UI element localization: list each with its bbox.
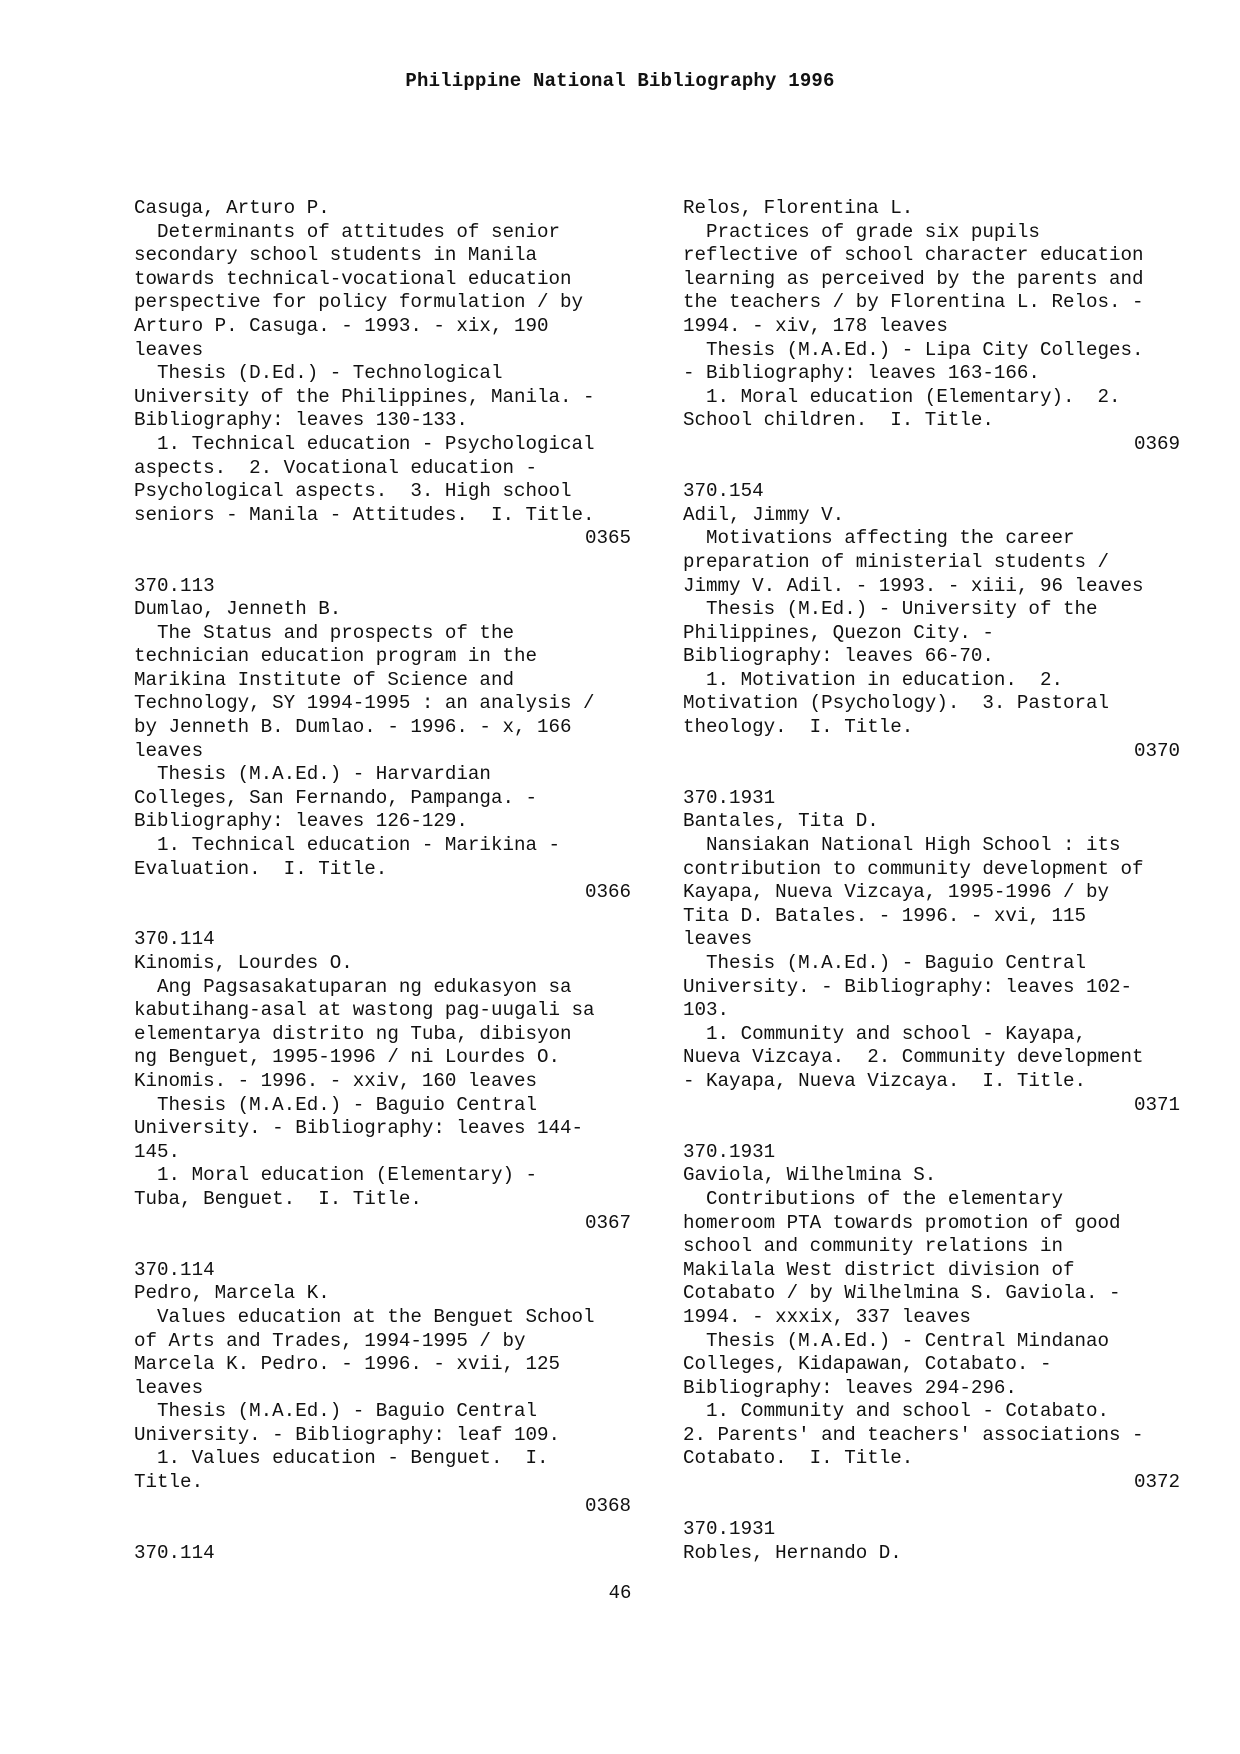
entry-text-line: 1. Values education - Benguet. I.: [134, 1447, 549, 1470]
bibliography-entry: [134, 1542, 654, 1566]
entry-author: Kinomis, Lourdes O.: [134, 952, 353, 974]
entry-text-line: Thesis (M.A.Ed.) - Harvardian: [134, 763, 491, 786]
entry-text-line: Makilala West district division of: [683, 1258, 1075, 1281]
entry-text-line: 1. Moral education (Elementary) -: [134, 1164, 538, 1187]
entry-text-line: leaves: [134, 338, 204, 361]
entry-spacer: [134, 551, 654, 575]
entry-text-line: Bibliography: leaves 66-70.: [683, 645, 994, 668]
entry-text-line: School children. I. Title.: [683, 409, 994, 432]
entry-text-line: aspects. 2. Vocational education -: [134, 456, 538, 479]
entry-number: 0372: [1133, 1471, 1180, 1494]
entry-text-line: 1. Technical education - Psychological: [134, 432, 595, 455]
entry-author: Dumlao, Jenneth B.: [134, 598, 342, 621]
entry-text-line: Tita D. Batales. - 1996. - xvi, 115: [683, 904, 1087, 927]
entry-text-line: Bibliography: leaves 130-133.: [134, 409, 468, 432]
entry-author: Gaviola, Wilhelmina S.: [683, 1164, 937, 1187]
entry-author: Adil, Jimmy V.: [683, 503, 845, 526]
entry-spacer: [683, 457, 1203, 481]
entry-text-line: Thesis (M.A.Ed.) - Baguio Central: [134, 1093, 538, 1116]
entry-text-line: technician education program in the: [134, 645, 538, 668]
entry-number: 0366: [584, 881, 631, 904]
entry-text-line: The Status and prospects of the: [134, 621, 514, 644]
entry-text-line: of Arts and Trades, 1994-1995 / by: [134, 1329, 526, 1352]
entry-text-line: Philippines, Quezon City. -: [683, 621, 994, 644]
entry-text-line: Kayapa, Nueva Vizcaya, 1995-1996 / by: [683, 881, 1110, 904]
entry-number: 0371: [1133, 1093, 1180, 1116]
entry-text-line: Values education at the Benguet School: [134, 1305, 595, 1328]
class-number: 370.1931: [683, 1140, 776, 1163]
entry-spacer: [683, 763, 1203, 787]
entry-text-line: Motivations affecting the career: [683, 527, 1075, 550]
entry-text-line: perspective for policy formulation / by: [134, 291, 584, 314]
entry-author: Casuga, Arturo P.: [134, 197, 330, 219]
entry-text-line: Bibliography: leaves 126-129.: [134, 810, 468, 833]
bibliography-entry: [134, 575, 654, 905]
entry-text-line: 1. Moral education (Elementary). 2.: [683, 385, 1121, 408]
class-number: 370.114: [134, 928, 215, 951]
entry-text-line: Practices of grade six pupils: [683, 220, 1040, 243]
entry-text-line: Thesis (M.A.Ed.) - Baguio Central: [134, 1400, 538, 1423]
entry-text-line: 145.: [134, 1140, 181, 1163]
class-number: 370.113: [134, 574, 215, 597]
entry-text-line: Cotabato. I. Title.: [683, 1447, 914, 1470]
entry-text-line: preparation of ministerial students /: [683, 550, 1110, 573]
entry-text-line: contribution to community development of: [683, 857, 1144, 880]
class-number: 370.1931: [683, 1518, 776, 1541]
entry-number: 0369: [1133, 432, 1180, 455]
entry-text-line: University. - Bibliography: leaves 144-: [134, 1117, 584, 1140]
entry-author: Bantales, Tita D.: [683, 810, 879, 833]
class-number: 370.114: [134, 1541, 215, 1564]
entry-text-line: Motivation (Psychology). 3. Pastoral: [683, 692, 1110, 715]
entry-text-line: Contributions of the elementary: [683, 1187, 1063, 1210]
entry-number: 0368: [584, 1494, 631, 1517]
entry-text-line: 1994. - xxxix, 337 leaves: [683, 1305, 971, 1328]
entry-author: Pedro, Marcela K.: [134, 1282, 330, 1305]
entry-text-line: school and community relations in: [683, 1235, 1063, 1258]
entry-text-line: seniors - Manila - Attitudes. I. Title.: [134, 503, 595, 526]
entry-number: 0370: [1133, 739, 1180, 762]
page-title: Philippine National Bibliography 1996: [405, 70, 835, 92]
entry-text-line: Jimmy V. Adil. - 1993. - xiii, 96 leaves: [683, 574, 1144, 597]
entry-text-line: learning as perceived by the parents and: [683, 267, 1144, 290]
entry-text-line: Technology, SY 1994-1995 : an analysis /: [134, 692, 595, 715]
entry-text-line: Cotabato / by Wilhelmina S. Gaviola. -: [683, 1282, 1121, 1305]
entry-text-line: Thesis (M.A.Ed.) - Central Mindanao: [683, 1329, 1110, 1352]
entry-text-line: Tuba, Benguet. I. Title.: [134, 1187, 422, 1210]
entry-text-line: leaves: [134, 1376, 204, 1399]
entry-text-line: Thesis (M.A.Ed.) - Baguio Central: [683, 952, 1087, 974]
entry-text-line: University. - Bibliography: leaf 109.: [134, 1423, 561, 1446]
bibliography-entry: [683, 1141, 1203, 1495]
entry-text-line: elementarya distrito ng Tuba, dibisyon: [134, 1022, 572, 1045]
bibliography-entry: [683, 197, 1203, 457]
entry-text-line: secondary school students in Manila: [134, 244, 538, 267]
entry-text-line: 1. Technical education - Marikina -: [134, 834, 561, 857]
entry-text-line: kabutihang-asal at wastong pag-uugali sa: [134, 999, 595, 1022]
entry-text-line: Marikina Institute of Science and: [134, 668, 514, 691]
entry-text-line: University. - Bibliography: leaves 102-: [683, 975, 1133, 998]
entry-text-line: Evaluation. I. Title.: [134, 857, 388, 880]
entry-text-line: Kinomis. - 1996. - xxiv, 160 leaves: [134, 1069, 538, 1092]
entry-text-line: Marcela K. Pedro. - 1996. - xvii, 125: [134, 1353, 561, 1376]
entry-text-line: 1994. - xiv, 178 leaves: [683, 314, 948, 337]
entry-text-line: by Jenneth B. Dumlao. - 1996. - x, 166: [134, 716, 572, 739]
entry-text-line: University of the Philippines, Manila. -: [134, 385, 595, 408]
class-number: 370.154: [683, 480, 764, 503]
entry-text-line: leaves: [134, 739, 204, 762]
entry-spacer: [134, 1235, 654, 1259]
bibliography-entry: [683, 787, 1203, 1117]
entry-number: 0367: [584, 1211, 631, 1234]
entry-text-line: Nansiakan National High School : its: [683, 834, 1121, 857]
entry-text-line: Title.: [134, 1471, 204, 1494]
class-number: 370.1931: [683, 786, 776, 809]
page-number: 46: [608, 1582, 632, 1604]
entry-text-line: theology. I. Title.: [683, 716, 914, 739]
entry-text-line: Thesis (M.Ed.) - University of the: [683, 598, 1098, 621]
entry-text-line: Determinants of attitudes of senior: [134, 220, 561, 243]
entry-spacer: [134, 1518, 654, 1542]
entry-text-line: Nueva Vizcaya. 2. Community development: [683, 1046, 1144, 1069]
entry-text-line: Colleges, Kidapawan, Cotabato. -: [683, 1353, 1052, 1376]
entry-spacer: [683, 1117, 1203, 1141]
bibliography-entry: [134, 1259, 654, 1519]
entry-text-line: reflective of school character education: [683, 244, 1144, 267]
entry-text-line: Ang Pagsasakatuparan ng edukasyon sa: [134, 975, 572, 998]
entry-text-line: Arturo P. Casuga. - 1993. - xix, 190: [134, 314, 549, 337]
entry-text-line: ng Benguet, 1995-1996 / ni Lourdes O.: [134, 1046, 561, 1069]
entry-text-line: towards technical-vocational education: [134, 267, 572, 290]
entry-text-line: 1. Motivation in education. 2.: [683, 668, 1063, 691]
entry-text-line: 103.: [683, 999, 730, 1022]
entry-text-line: homeroom PTA towards promotion of good: [683, 1211, 1121, 1234]
entry-text-line: 2. Parents' and teachers' associations -: [683, 1423, 1144, 1446]
class-number: 370.114: [134, 1258, 215, 1281]
entry-text-line: - Bibliography: leaves 163-166.: [683, 362, 1040, 385]
entry-author: Robles, Hernando D.: [683, 1541, 902, 1564]
entry-text-line: 1. Community and school - Kayapa,: [683, 1022, 1087, 1045]
left-column: [134, 197, 654, 1565]
bibliography-entry: [683, 480, 1203, 763]
bibliography-entry: [134, 197, 654, 551]
entry-spacer: [683, 1495, 1203, 1519]
entry-spacer: [134, 905, 654, 929]
entry-text-line: Thesis (M.A.Ed.) - Lipa City Colleges.: [683, 338, 1144, 361]
entry-text-line: Colleges, San Fernando, Pampanga. -: [134, 786, 538, 809]
entry-text-line: Psychological aspects. 3. High school: [134, 480, 572, 503]
entry-author: Relos, Florentina L.: [683, 197, 914, 219]
entry-text-line: 1. Community and school - Cotabato.: [683, 1400, 1110, 1423]
entry-text-line: Thesis (D.Ed.) - Technological: [134, 362, 503, 385]
entry-text-line: leaves: [683, 928, 753, 951]
bibliography-entry: [683, 1518, 1203, 1565]
entry-text-line: - Kayapa, Nueva Vizcaya. I. Title.: [683, 1069, 1087, 1092]
bibliography-entry: [134, 928, 654, 1235]
right-column: [683, 197, 1203, 1565]
entry-text-line: the teachers / by Florentina L. Relos. -: [683, 291, 1144, 314]
entry-text-line: Bibliography: leaves 294-296.: [683, 1376, 1017, 1399]
entry-number: 0365: [584, 527, 631, 550]
